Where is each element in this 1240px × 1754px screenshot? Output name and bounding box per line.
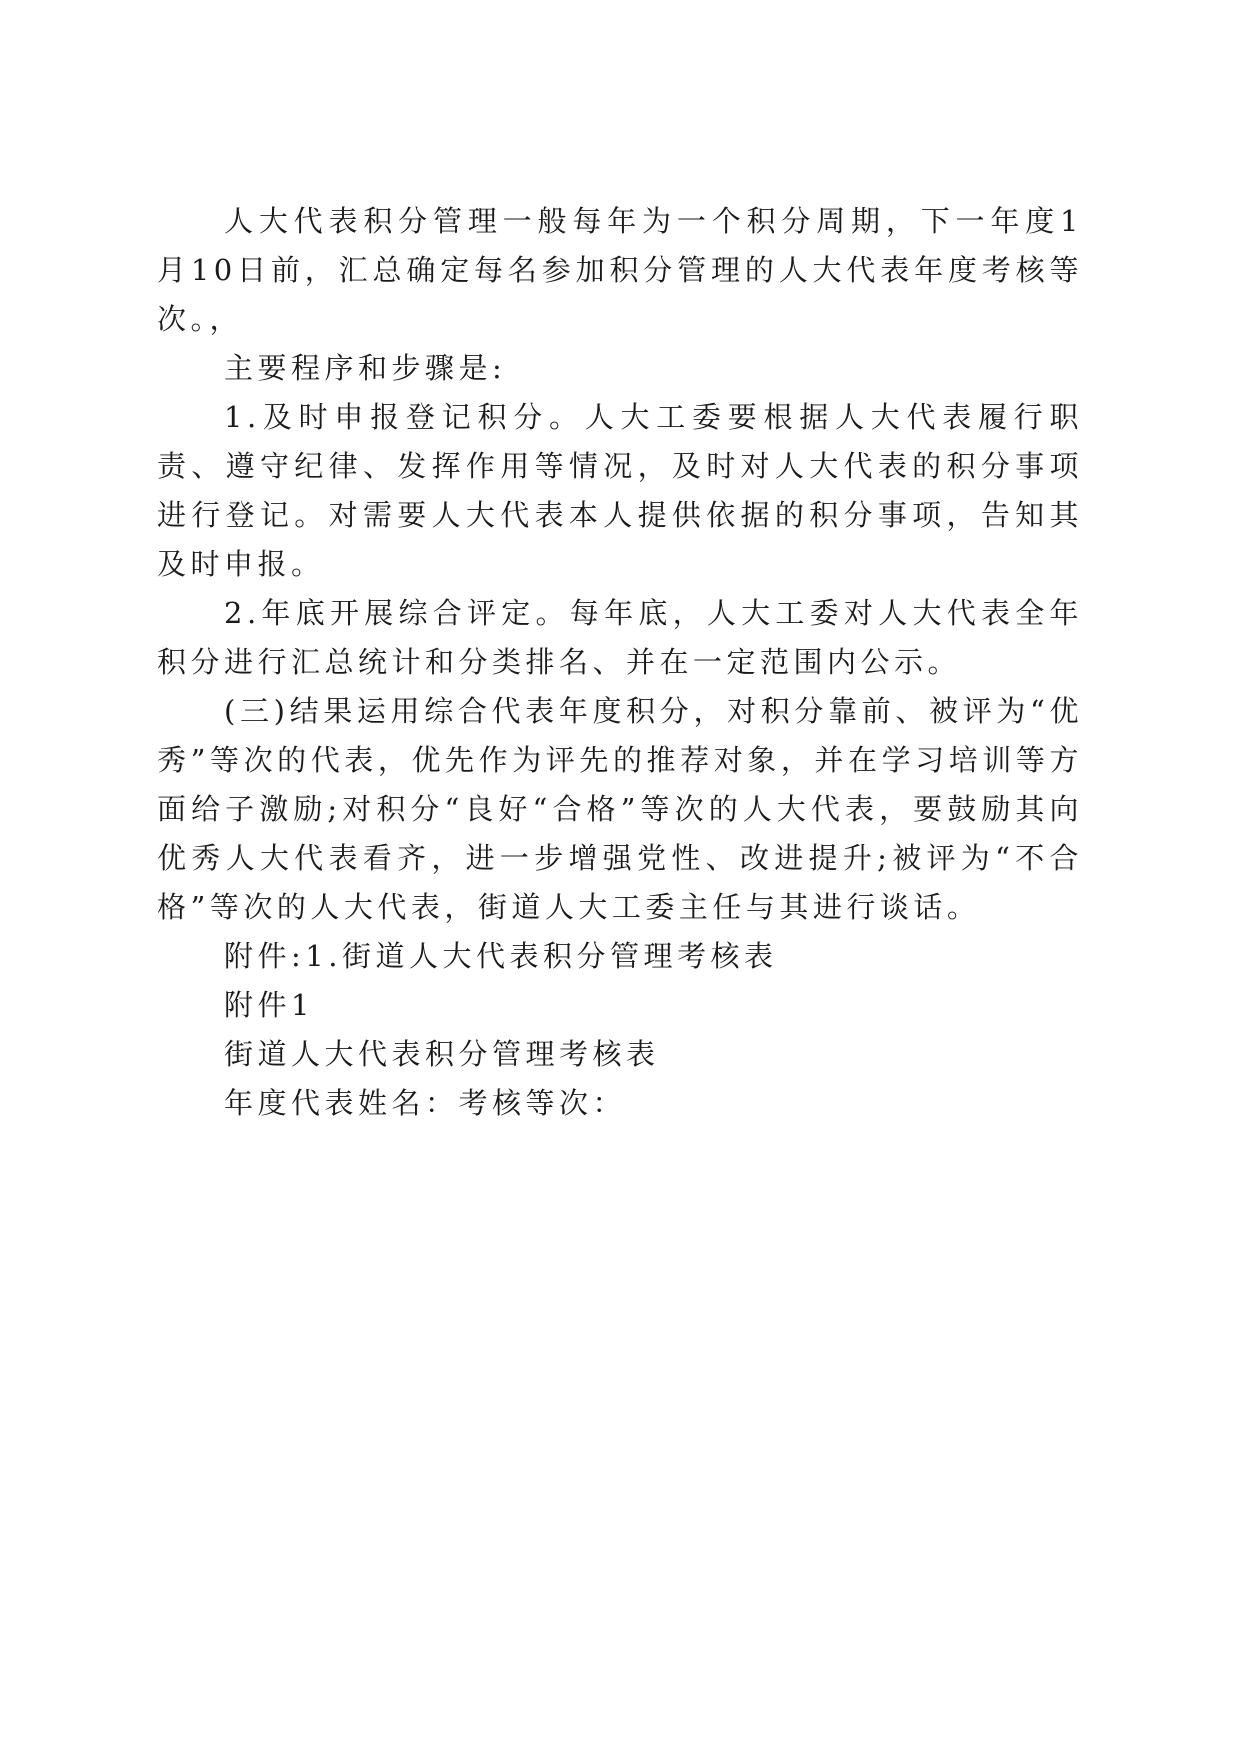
paragraph-step-2: 2.年底开展综合评定。每年底，人大工委对人大代表全年积分进行汇总统计和分类排名、并在一定范围内公示。 bbox=[157, 596, 1083, 679]
paragraph-step-1: 1.及时申报登记积分。人大工委要根据人大代表履行职责、遵守纪律、发挥作用等情况，及时对人大代表的积分事项进行登记。对需要人大代表本人提供依据的积分事项，告知其及时申报。 bbox=[157, 400, 1083, 581]
paragraph-form-title: 街道人大代表积分管理考核表 bbox=[224, 1037, 660, 1071]
paragraph-attachment-label: 附件1 bbox=[224, 988, 314, 1022]
paragraph-result-usage: (三)结果运用综合代表年度积分，对积分靠前、被评为“优秀”等次的代表，优先作为评先的推荐对象，并在学习培训等方面给子激励;对积分“良好“合格”等次的人大代表，要鼓励其向优秀人大代表看齐，进一步增强党性、改进提升;被评为“不合格”等次的人大代表，街道人大工委主任与其进行谈话。 bbox=[157, 694, 1083, 924]
paragraph-attachment-list: 附件:1.街道人大代表积分管理考核表 bbox=[224, 939, 778, 973]
document-body bbox=[157, 197, 1083, 1128]
paragraph-form-fields: 年度代表姓名：考核等次： bbox=[224, 1086, 627, 1120]
paragraph-procedure-intro: 主要程序和步骤是: bbox=[224, 351, 507, 385]
paragraph-scoring-cycle: 人大代表积分管理一般每年为一个积分周期，下一年度1月10日前，汇总确定每名参加积分管理的人大代表年度考核等次。， bbox=[157, 204, 1083, 336]
